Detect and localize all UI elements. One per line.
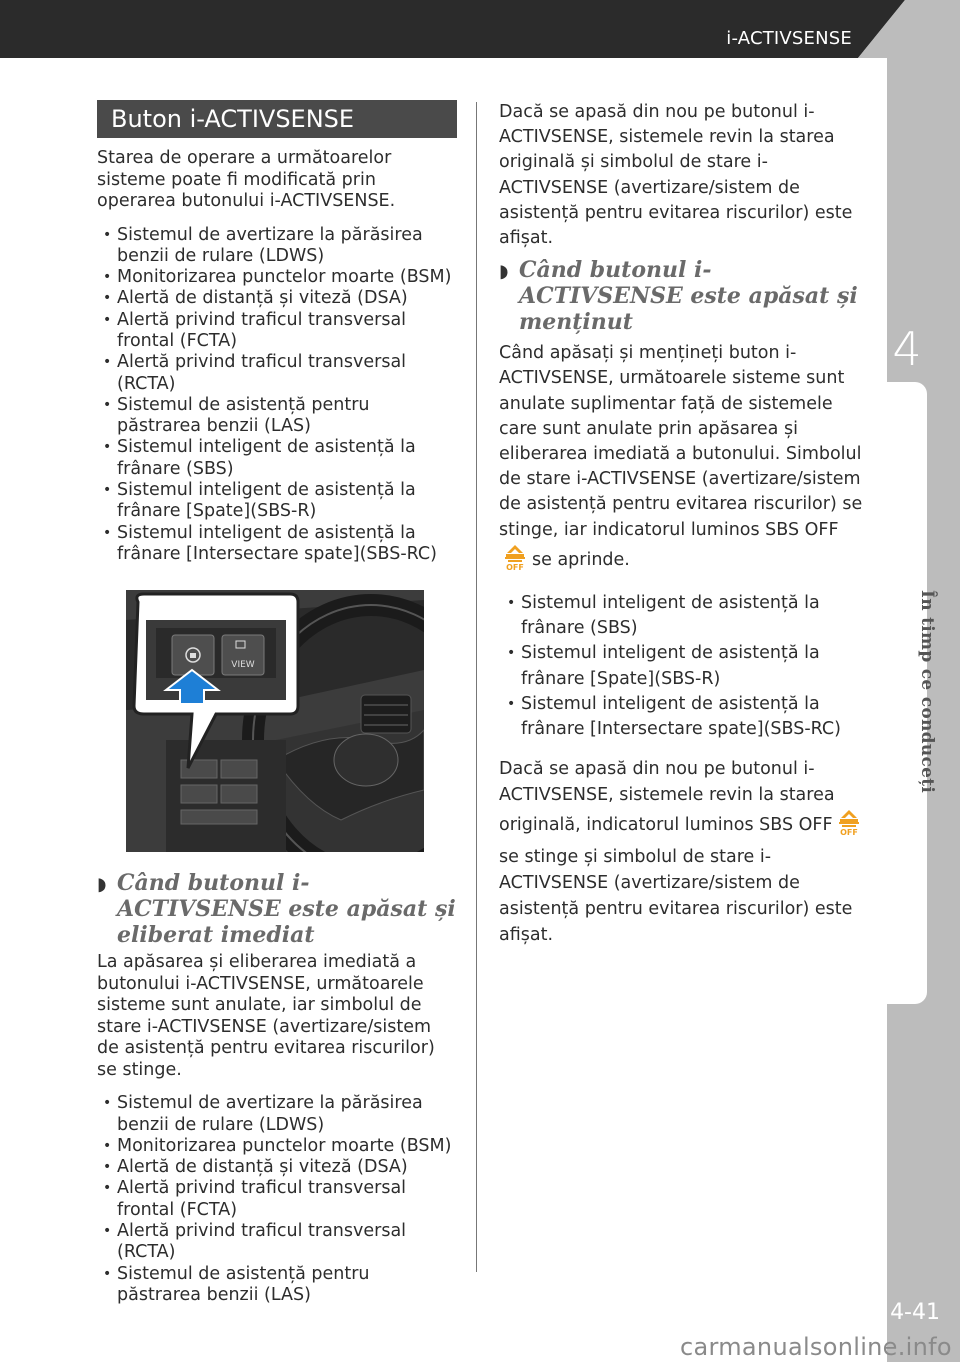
list-item: • Sistemul inteligent de asistență la frânare (SBS) — [97, 437, 457, 480]
left-column — [97, 100, 457, 1306]
hold-systems-list — [499, 591, 869, 742]
list-item: • Sistemul de asistență pentru păstrarea benzii (LAS) — [97, 395, 457, 438]
sbs-off-icon — [501, 543, 529, 579]
column-divider — [476, 102, 477, 1272]
svg-text:OFF: OFF — [839, 828, 858, 837]
section-title: i-ACTIVSENSE — [726, 28, 852, 49]
watermark: carmanualsonline.info — [680, 1333, 952, 1361]
dashboard-illustration — [126, 590, 424, 852]
subheading-hold: ◗ Când butonul i-ACTIVSENSE este apăsat și menținut — [499, 257, 858, 336]
svg-text:OFF: OFF — [506, 562, 524, 571]
chapter-number: 4 — [892, 322, 922, 376]
list-item: • Alertă privind traficul transversal (RCTA) — [97, 352, 457, 395]
section-marker-icon: ◗ — [499, 261, 509, 283]
quick-press-text: La apăsarea și eliberarea imediată a butonului i-ACTIVSENSE, următoarele sisteme sunt anulate, iar simbolul de stare i-ACTIVSENSE (avertizare/sistem de asistență pentru evitarea riscurilor) se stinge. — [97, 952, 435, 1080]
press-again-text-2: Dacă se apasă din nou pe butonul i-ACTIVSENSE, sistemele revin la starea originală, indicatorul luminos SBS OFF OFF se stinge și simbolul de stare i-ACTIVSENSE (avertizare/sistem de asistență pentru evitarea riscurilor) este afișat. — [499, 756, 869, 948]
list-item: • Sistemul inteligent de asistență la frânare [Spate](SBS-R) — [97, 480, 457, 523]
list-item: • Sistemul inteligent de asistență la frânare [Intersectare spate](SBS-RC) — [97, 523, 457, 566]
right-column — [499, 100, 869, 948]
view-button-label: VIEW — [231, 660, 255, 671]
list-item: • Alertă privind traficul transversal frontal (FCTA) — [97, 1178, 457, 1221]
press-again-text: Dacă se apasă din nou pe butonul i-ACTIVSENSE, sistemele revin la starea originală și simbolul de stare i-ACTIVSENSE (avertizare/sistem de asistență pentru evitarea riscurilor) este afișat. — [499, 102, 853, 249]
list-item: • Sistemul de avertizare la părăsirea benzii de rulare (LDWS) — [97, 1093, 457, 1136]
list-item: • Sistemul de avertizare la părăsirea benzii de rulare (LDWS) — [97, 225, 457, 268]
hold-text: Când apăsați și mențineți buton i-ACTIVSENSE, următoarele sisteme sunt anulate suplimentar față de sistemele care sunt anulate prin apăsarea și eliberarea imediată a butonului. Simbolul de stare i-ACTIVSENSE (avertizare/sistem de asistență pentru evitarea riscurilor) se stinge, iar indicatorul luminos SBS OFF OFF se aprinde. — [499, 341, 869, 579]
list-item: • Sistemul inteligent de asistență la frânare [Spate](SBS-R) — [501, 641, 869, 691]
list-item: • Alertă de distanță și viteză (DSA) — [97, 288, 457, 309]
list-item: • Sistemul de asistență pentru păstrarea benzii (LAS) — [97, 1264, 457, 1307]
list-item: • Monitorizarea punctelor moarte (BSM) — [97, 267, 457, 288]
subheading-quick-press: ◗ Când butonul i-ACTIVSENSE este apăsat și eliberat imediat — [97, 870, 456, 949]
quick-press-list — [97, 1093, 457, 1306]
list-item: • Sistemul inteligent de asistență la frânare (SBS) — [501, 591, 869, 641]
top-banner — [0, 0, 960, 58]
list-item: • Alertă de distanță și viteză (DSA) — [97, 1157, 457, 1178]
systems-list — [97, 225, 457, 566]
list-item: • Sistemul inteligent de asistență la frânare [Intersectare spate](SBS-RC) — [501, 692, 869, 742]
sbs-off-icon — [835, 808, 863, 844]
page-number: 4-41 — [890, 1300, 940, 1325]
list-item: • Monitorizarea punctelor moarte (BSM) — [97, 1136, 457, 1157]
section-heading: Buton i-ACTIVSENSE — [97, 100, 457, 138]
list-item: • Alertă privind traficul transversal (RCTA) — [97, 1221, 457, 1264]
chapter-tab-label: În timp ce conduceți — [917, 590, 937, 794]
section-marker-icon: ◗ — [97, 874, 107, 896]
intro-text: Starea de operare a următoarelor sisteme poate fi modificată prin operarea butonului i-ACTIVSENSE. — [97, 148, 396, 211]
list-item: • Alertă privind traficul transversal frontal (FCTA) — [97, 310, 457, 353]
